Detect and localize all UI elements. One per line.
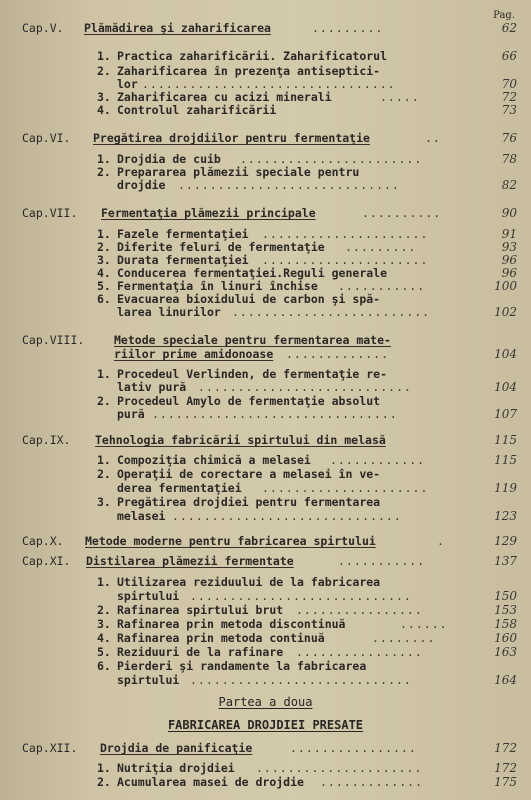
page-number: 93 <box>501 240 517 254</box>
item-title: Rafinarea prin metoda continuă <box>117 631 325 645</box>
toc-item <box>0 48 531 64</box>
item-title: Rafinarea prin metoda discontinuă <box>117 617 346 631</box>
chapter-label: Cap.VII. <box>22 206 78 220</box>
leader-dots: ....................... <box>240 152 423 166</box>
leader-dots: ............ <box>330 453 426 467</box>
toc-item <box>0 774 531 790</box>
page-number: 76 <box>501 131 517 145</box>
item-title-continued: pură <box>117 407 145 421</box>
item-title-continued: larea linurilor <box>117 305 221 319</box>
leader-dots: ......... <box>345 240 417 254</box>
chapter-title: Metode moderne pentru fabricarea spirtului <box>85 534 376 548</box>
item-title: Pregătirea drojdiei pentru fermentarea <box>117 495 381 509</box>
item-title: Acumularea masei de drojdie <box>117 775 304 789</box>
toc-item-continuation <box>0 304 531 320</box>
part-heading <box>0 695 531 709</box>
leader-dots: ................ <box>296 603 423 617</box>
item-title: Conducerea fermentaţiei.Reguli generale <box>117 266 388 280</box>
item-number: 6. <box>97 292 111 306</box>
chapter-title: Pregătirea drojdiilor pentru fermentaţie <box>93 131 370 145</box>
leader-dots: ............................ <box>190 673 412 687</box>
item-title-continued: drojdie <box>117 178 166 192</box>
leader-dots: ........... <box>338 279 426 293</box>
item-title-continued: spirtului <box>117 673 180 687</box>
item-number: 1. <box>97 761 111 775</box>
item-number: 3. <box>97 495 111 509</box>
item-title: Pierderi şi randamente la fabricarea <box>117 659 367 673</box>
item-number: 2. <box>97 603 111 617</box>
item-title: Prepararea plămezii speciale pentru <box>117 165 360 179</box>
leader-dots: ..................... <box>262 253 429 267</box>
page-number: 73 <box>501 103 517 117</box>
item-number: 2. <box>97 775 111 789</box>
page-number: 66 <box>501 49 517 63</box>
page-number: 115 <box>494 433 517 447</box>
item-title: Nutriţia drojdiei <box>117 761 235 775</box>
item-number: 3. <box>97 253 111 267</box>
item-number: 2. <box>97 240 111 254</box>
page-number: 102 <box>494 305 517 319</box>
page-number: 104 <box>494 380 517 394</box>
page-number: 100 <box>494 279 517 293</box>
leader-dots: . <box>437 534 445 548</box>
chapter-title: Metode speciale pentru fermentarea mate- <box>114 333 391 347</box>
item-title: Reziduuri de la rafinare <box>117 645 284 659</box>
page-number: 172 <box>494 761 517 775</box>
chapter-title: Tehnologia fabricării spirtului din melasă <box>95 433 386 447</box>
chapter-title-continued: riilor prime amidonoase <box>114 347 274 361</box>
item-title: Utilizarea reziduului de la fabricarea <box>117 575 381 589</box>
leader-dots: ..................... <box>262 481 429 495</box>
leader-dots: ...... <box>400 617 448 631</box>
page-number: 78 <box>501 152 517 166</box>
page-number: 91 <box>501 227 517 241</box>
page-number: 158 <box>494 617 517 631</box>
leader-dots: ......... <box>312 21 384 35</box>
page-number: 175 <box>494 775 517 789</box>
page-number: 115 <box>494 453 517 467</box>
item-number: 4. <box>97 266 111 280</box>
item-number: 3. <box>97 617 111 631</box>
item-number: 4. <box>97 103 111 117</box>
leader-dots: ............................ <box>178 178 400 192</box>
chapter-label: Cap.VIII. <box>22 333 85 347</box>
page-number: 137 <box>494 554 517 568</box>
page-number: 163 <box>494 645 517 659</box>
chapter-title: Plămădirea şi zaharificarea <box>84 21 271 35</box>
chapter-7-row <box>0 205 531 221</box>
leader-dots: ......................... <box>232 305 431 319</box>
item-title: Procedeul Amylo de fermentaţie absolut <box>117 394 381 408</box>
item-title: Diferite feluri de fermentaţie <box>117 240 325 254</box>
page-number: 160 <box>494 631 517 645</box>
leader-dots: ..................... <box>262 227 429 241</box>
part-subheading <box>0 718 531 732</box>
item-title: Drojdia de cuib <box>117 152 221 166</box>
leader-dots: ............................. <box>172 509 402 523</box>
part-subheading-text: FABRICAREA DROJDIEI PRESATE <box>167 718 364 732</box>
item-title: Zaharificarea cu acizi minerali <box>117 90 332 104</box>
leader-dots: ................................ <box>142 77 396 91</box>
item-number: 2. <box>97 64 111 78</box>
chapter-label: Cap.IX. <box>22 433 71 447</box>
item-title-continued: spirtului <box>117 589 180 603</box>
item-title: Practica zaharificării. Zaharificatorul <box>117 49 388 63</box>
leader-dots: ........... <box>338 554 426 568</box>
item-title: Fermentaţia în linuri închise <box>117 279 318 293</box>
item-number: 3. <box>97 90 111 104</box>
chapter-label: Cap.X. <box>22 534 64 548</box>
chapter-12-row <box>0 740 531 756</box>
chapter-label: Cap.XII. <box>22 741 78 755</box>
leader-dots: .. <box>425 131 441 145</box>
toc-item-continuation <box>0 508 531 524</box>
item-number: 1. <box>97 575 111 589</box>
item-number: 6. <box>97 659 111 673</box>
leader-dots: ............. <box>286 347 390 361</box>
chapter-title: Distilarea plămezii fermentate <box>86 554 294 568</box>
chapter-title: Fermentaţia plămezii principale <box>101 206 316 220</box>
item-title-continued: derea fermentaţiei <box>117 481 242 495</box>
part-heading-text: Partea a doua <box>218 695 313 709</box>
page-number: 70 <box>501 77 517 91</box>
item-number: 2. <box>97 467 111 481</box>
chapter-11-row <box>0 553 531 569</box>
leader-dots: ..................... <box>256 761 423 775</box>
page-number: 96 <box>501 266 517 280</box>
item-title: Evacuarea bioxidului de carbon şi spă- <box>117 292 381 306</box>
chapter-title: Drojdia de panificaţie <box>100 741 253 755</box>
toc-item <box>0 102 531 118</box>
item-title: Zaharificarea în prezenţa antiseptici- <box>117 64 381 78</box>
page-number: 123 <box>494 509 517 523</box>
toc-item-continuation <box>0 406 531 422</box>
chapter-8-title-continuation <box>0 346 531 362</box>
item-number: 1. <box>97 49 111 63</box>
chapter-label: Cap.V. <box>22 21 64 35</box>
item-title: Procedeul Verlinden, de fermentaţie re- <box>117 367 388 381</box>
item-title: Compoziţia chimică a melasei <box>117 453 311 467</box>
page-number: 104 <box>494 347 517 361</box>
item-number: 1. <box>97 227 111 241</box>
item-title: Durata fermentaţiei <box>117 253 249 267</box>
item-number: 1. <box>97 453 111 467</box>
leader-dots: .......... <box>362 206 442 220</box>
chapter-5-row <box>0 20 531 36</box>
item-title: Rafinarea spirtului brut <box>117 603 284 617</box>
page-number: 72 <box>501 90 517 104</box>
chapter-10-row <box>0 533 531 549</box>
leader-dots: ..... <box>380 90 420 104</box>
item-title-continued: lor <box>117 77 138 91</box>
leader-dots: ........ <box>372 631 436 645</box>
toc-item-continuation <box>0 672 531 688</box>
page-column-header: Pag. <box>493 10 515 21</box>
chapter-6-row <box>0 130 531 146</box>
leader-dots: ............................... <box>152 407 398 421</box>
item-number: 2. <box>97 165 111 179</box>
leader-dots: ................ <box>290 741 417 755</box>
chapter-label: Cap.VI. <box>22 131 71 145</box>
page-number: 82 <box>501 178 517 192</box>
item-number: 5. <box>97 279 111 293</box>
item-number: 5. <box>97 645 111 659</box>
page-number: 153 <box>494 603 517 617</box>
item-title: Fazele fermentaţiei <box>117 227 249 241</box>
page-number: 107 <box>494 407 517 421</box>
leader-dots: ............................ <box>190 589 412 603</box>
leader-dots: ............. <box>320 775 424 789</box>
leader-dots: ................ <box>296 645 423 659</box>
page-number: 150 <box>494 589 517 603</box>
item-number: 2. <box>97 394 111 408</box>
page-number: 90 <box>501 206 517 220</box>
page-number: 172 <box>494 741 517 755</box>
item-title-continued: melasei <box>117 509 166 523</box>
chapter-9-row <box>0 432 531 448</box>
item-number: 4. <box>97 631 111 645</box>
page-number: 164 <box>494 673 517 687</box>
chapter-label: Cap.XI. <box>22 554 71 568</box>
page-number: 119 <box>494 481 517 495</box>
item-title: Controlul zaharificării <box>117 103 277 117</box>
page-number: 129 <box>494 534 517 548</box>
item-title-continued: lativ pură <box>117 380 187 394</box>
leader-dots: ........................... <box>198 380 412 394</box>
page-number: 96 <box>501 253 517 267</box>
item-number: 1. <box>97 367 111 381</box>
toc-item-continuation <box>0 177 531 193</box>
item-number: 1. <box>97 152 111 166</box>
item-title: Operaţii de corectare a melasei în ve- <box>117 467 381 481</box>
page-number: 62 <box>501 21 517 35</box>
